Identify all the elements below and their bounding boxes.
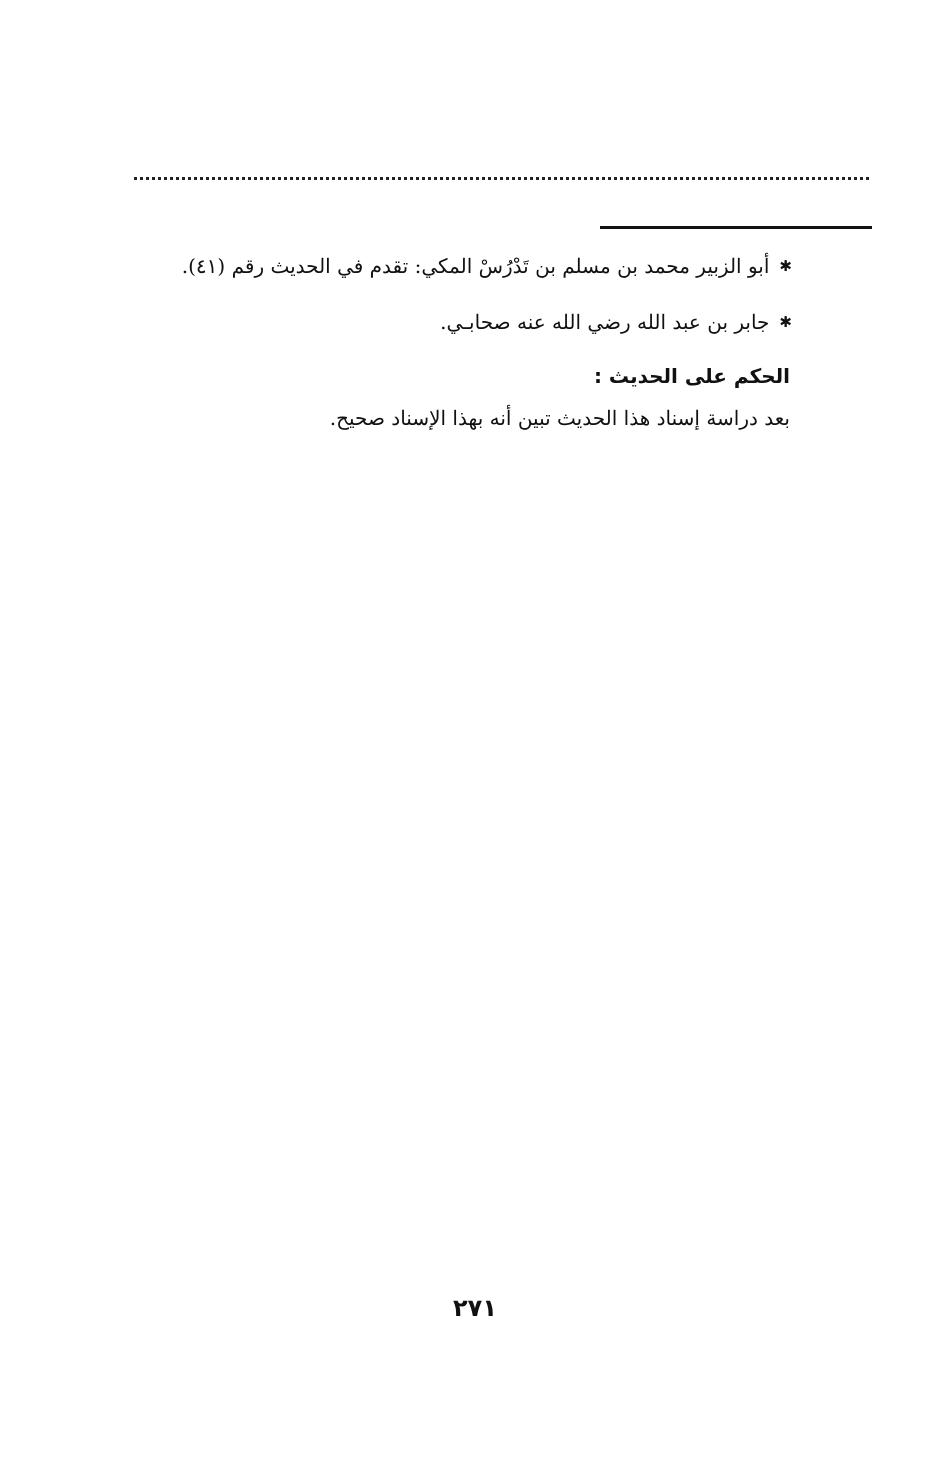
footnote-separator	[600, 226, 872, 229]
asterisk-bullet-icon: ✱	[779, 313, 792, 331]
narrator-entry-1	[182, 252, 792, 280]
narrator-entry-2	[440, 308, 792, 336]
ruling-text: بعد دراسة إسناد هذا الحديث تبين أنه بهذا الإسناد صحيح.	[329, 406, 790, 430]
ruling-heading: الحكم على الحديث :	[593, 364, 790, 388]
narrator-entry-2-text: جابر بن عبد الله رضي الله عنه صحابـي.	[440, 310, 770, 334]
page-number: ٢٧١	[453, 1294, 497, 1322]
narrator-entry-1-text: أبو الزبير محمد بن مسلم بن تَدْرُسْ المكي: تقدم في الحديث رقم (٤١).	[181, 254, 770, 278]
dotted-separator	[134, 177, 869, 180]
asterisk-bullet-icon: ✱	[779, 257, 792, 275]
